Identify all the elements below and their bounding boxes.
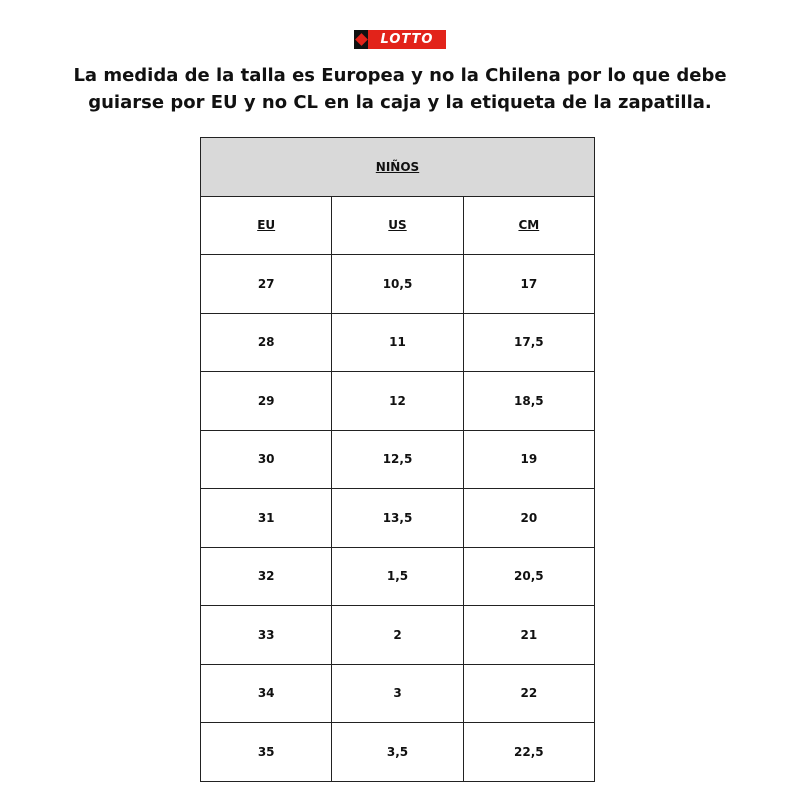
cell-cm: 17,5	[463, 313, 594, 372]
cell-us: 1,5	[332, 547, 463, 606]
lotto-diamond-icon	[354, 30, 368, 49]
logo-text: LOTTO	[368, 30, 446, 49]
cell-cm: 20,5	[463, 547, 594, 606]
cell-eu: 31	[201, 489, 332, 548]
table-row	[201, 547, 595, 606]
cell-us: 13,5	[332, 489, 463, 548]
table-row	[201, 313, 595, 372]
cell-eu: 30	[201, 430, 332, 489]
table-row	[201, 255, 595, 314]
column-header-cm: CM	[463, 196, 594, 255]
header-row	[201, 196, 595, 255]
cell-eu: 33	[201, 606, 332, 665]
cell-us: 2	[332, 606, 463, 665]
cell-eu: 34	[201, 664, 332, 723]
cell-us: 12	[332, 372, 463, 431]
cell-us: 3,5	[332, 723, 463, 782]
notice-line-1: La medida de la talla es Europea y no la Chilena por lo que debe	[73, 65, 727, 86]
size-chart-table	[200, 137, 595, 782]
column-header-eu: EU	[201, 196, 332, 255]
cell-eu: 32	[201, 547, 332, 606]
cell-us: 11	[332, 313, 463, 372]
table-row	[201, 489, 595, 548]
title-row	[201, 138, 595, 197]
cell-eu: 35	[201, 723, 332, 782]
table-row	[201, 723, 595, 782]
lotto-logo	[354, 30, 446, 49]
cell-cm: 19	[463, 430, 594, 489]
cell-eu: 28	[201, 313, 332, 372]
table-row	[201, 606, 595, 665]
cell-cm: 17	[463, 255, 594, 314]
cell-cm: 21	[463, 606, 594, 665]
cell-cm: 22,5	[463, 723, 594, 782]
cell-eu: 27	[201, 255, 332, 314]
cell-cm: 20	[463, 489, 594, 548]
table-row	[201, 372, 595, 431]
table-row	[201, 430, 595, 489]
cell-cm: 22	[463, 664, 594, 723]
notice-line-2: guiarse por EU y no CL en la caja y la etiqueta de la zapatilla.	[88, 92, 712, 113]
cell-cm: 18,5	[463, 372, 594, 431]
cell-us: 3	[332, 664, 463, 723]
cell-eu: 29	[201, 372, 332, 431]
cell-us: 10,5	[332, 255, 463, 314]
table-title: NIÑOS	[201, 138, 595, 197]
size-notice	[20, 62, 780, 116]
column-header-us: US	[332, 196, 463, 255]
cell-us: 12,5	[332, 430, 463, 489]
table-row	[201, 664, 595, 723]
